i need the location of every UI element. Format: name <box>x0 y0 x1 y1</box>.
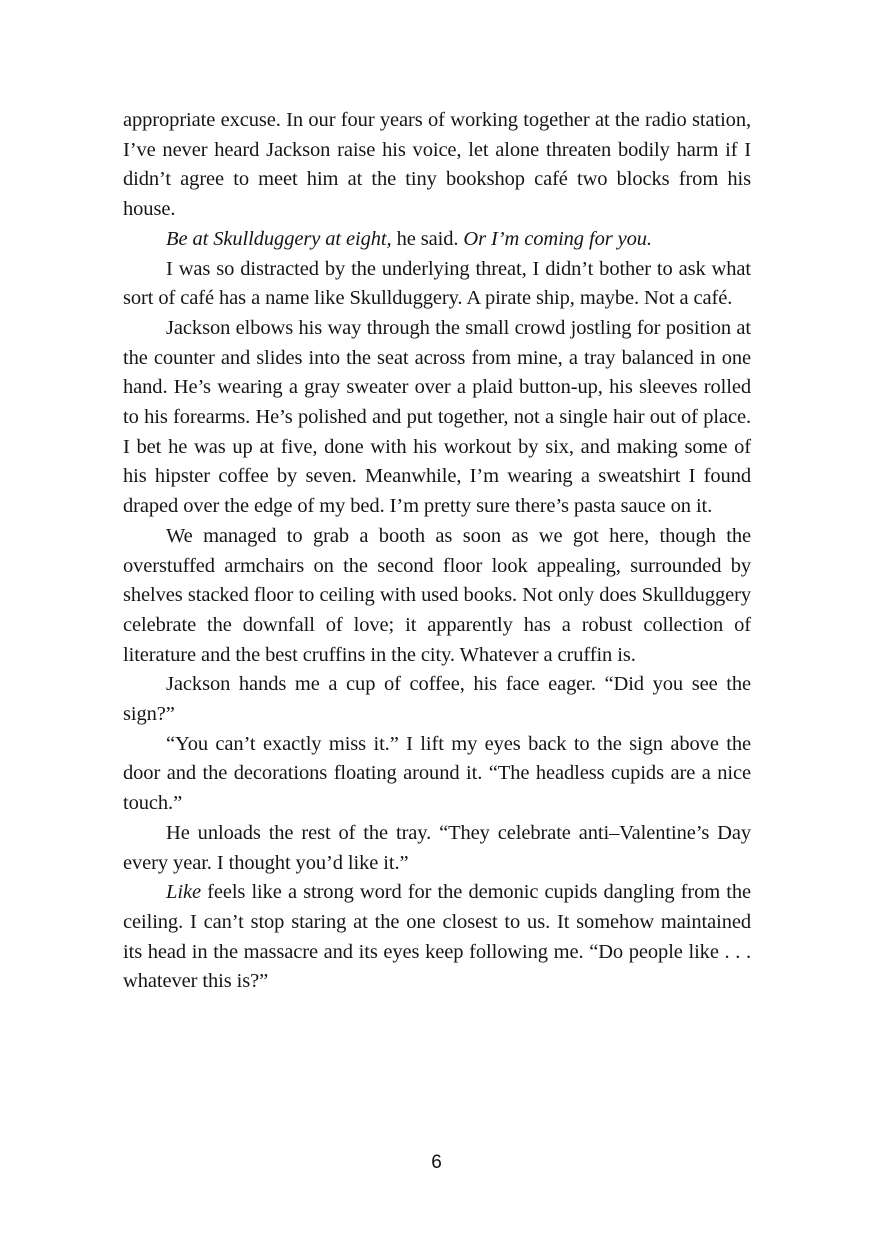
paragraph <box>123 819 751 878</box>
page-number: 6 <box>431 1152 442 1173</box>
paragraph <box>123 314 751 522</box>
page-text <box>123 106 751 997</box>
text-run: appropriate excuse. In our four years of working together at the radio station, I’ve never heard Jackson raise his voice, let alone threaten bodily harm if I didn’t agree to meet him at the tiny bookshop café two blocks from his house. <box>123 109 751 221</box>
text-run: We managed to grab a booth as soon as we got here, though the overstuffed armchairs on the second floor look appealing, surrounded by shelves stacked floor to ceiling with used books. Not only does Skullduggery celebrate the downfall of love; it apparently has a robust collection of literature and the best cruffins in the city. Whatever a cruffin is. <box>123 524 751 666</box>
paragraph <box>123 106 751 225</box>
text-run: feels like a strong word for the demonic cupids dangling from the ceiling. I can’t stop staring at the one closest to us. It somehow maintained its head in the massacre and its eyes keep following me. “Do people like . . . whatever this is?” <box>123 881 751 993</box>
paragraph <box>123 730 751 819</box>
italic-text-run: Or I’m coming for you. <box>463 227 652 250</box>
paragraph <box>123 225 751 255</box>
paragraph <box>123 878 751 997</box>
text-run: I was so distracted by the underlying threat, I didn’t bother to ask what sort of café has a name like Skullduggery. A pirate ship, maybe. Not a café. <box>123 257 751 310</box>
text-run: Jackson elbows his way through the small crowd jostling for position at the counter and slides into the seat across from mine, a tray balanced in one hand. He’s wearing a gray sweater over a plaid button-up, his sleeves rolled to his forearms. He’s polished and put together, not a single hair out of place. I bet he was up at five, done with his workout by six, and making some of his hipster coffee by seven. Meanwhile, I’m wearing a sweatshirt I found draped over the edge of my bed. I’m pretty sure there’s pasta sauce on it. <box>123 316 751 518</box>
text-run: Jackson hands me a cup of coffee, his face eager. “Did you see the sign?” <box>123 673 751 726</box>
text-run: he said. <box>391 227 464 250</box>
italic-text-run: Be at Skullduggery at eight, <box>166 227 392 250</box>
paragraph <box>123 522 751 671</box>
paragraph <box>123 670 751 729</box>
paragraph <box>123 255 751 314</box>
text-run: He unloads the rest of the tray. “They celebrate anti–Valentine’s Day every year. I thought you’d like it.” <box>123 821 751 874</box>
italic-text-run: Like <box>166 881 201 904</box>
text-run: “You can’t exactly miss it.” I lift my eyes back to the sign above the door and the decorations floating around it. “The headless cupids are a nice touch.” <box>123 732 751 815</box>
